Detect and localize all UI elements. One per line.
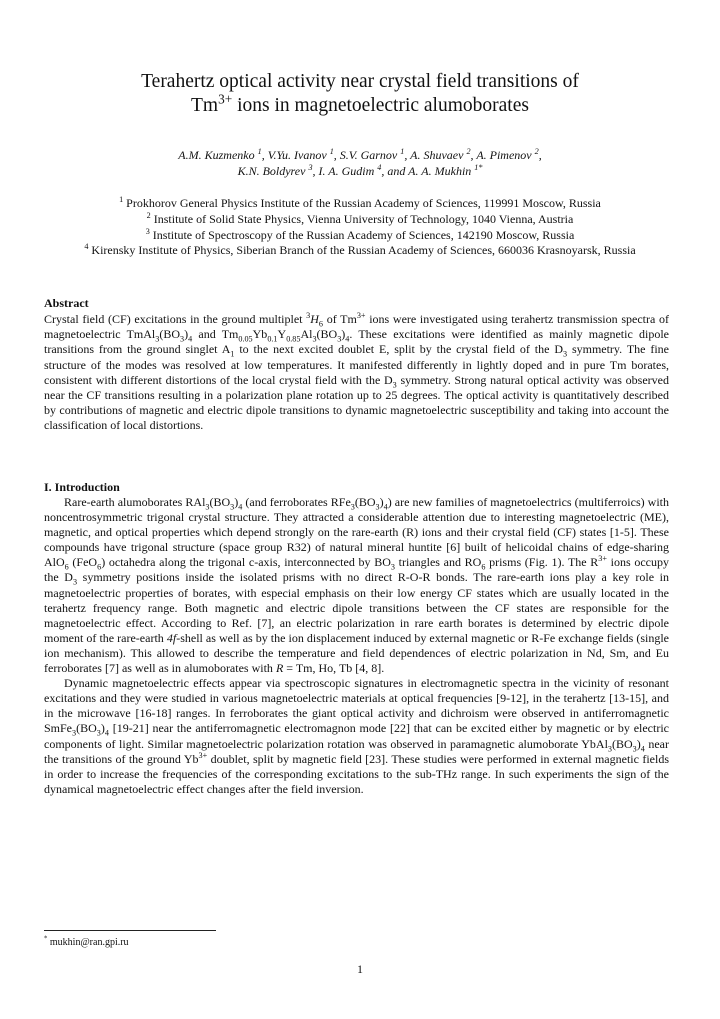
- author: A. Shuvaev: [410, 148, 467, 162]
- author: K.N. Boldyrev: [237, 164, 309, 178]
- author: V.Yu. Ivanov: [267, 148, 330, 162]
- abstract-text: Crystal field (CF) excitations in the ground multiplet $^3H_6$ of $Tm^{3+}$ ions were investigated using terahertz transmission spectra of magnetoelectric $TmAl_3(BO_3)_4$ and $Tm_{0.05}Yb_{0.1}Y_{0.85}Al_3(BO_3)_4$. These excitations were identified as mainly magnetic dipole transitions from the ground singlet $A_1$ to the next excited doublet E, split by the crystal field of the $D_3$ symmetry. The fine structure of the modes was resolved at low temperatures. It manifested differently in lightly doped and in pure Tm borates, consistent with different distortions of the local crystal field with the $D_3$ symmetry. Strong natural optical activity was observed near the CF transitions resulting in a polarization plane rotation up to 25 degrees. The optical activity is quantitatively described by contributions of magnetic and electric dipole transitions to dynamic magnetoelectric susceptibility and taking into account the classification of local distortions.: [44, 311, 670, 433]
- affiliation: $^3$ Institute of Spectroscopy of the Russian Academy of Sciences, 142190 Moscow, Russia: [145, 226, 575, 242]
- author: A. Pimenov: [476, 148, 535, 162]
- author: A.M. Kuzmenko: [178, 148, 258, 162]
- author: S.V. Garnov: [339, 148, 401, 162]
- page-number: 1: [357, 962, 363, 976]
- author: A. A. Mukhin: [408, 164, 475, 178]
- title-line-2: $Tm^{3+}$ ions in magnetoelectric alumoborates: [191, 91, 529, 116]
- author-list: [60, 147, 660, 179]
- introduction-body: [44, 495, 669, 797]
- footnote-rule: [44, 930, 216, 931]
- affiliation: $^1$ Prokhorov General Physics Institute of the Russian Academy of Sciences, 119991 Moscow, Russia: [119, 195, 601, 210]
- author: I. A. Gudim: [318, 164, 378, 178]
- section-heading-introduction: I. Introduction: [44, 480, 120, 494]
- author-line-1: A.M. Kuzmenko $^1$, V.Yu. Ivanov $^1$, S.V. Garnov $^1$, A. Shuvaev $^2$, A. Pimenov $^2$,: [178, 147, 542, 162]
- paragraph: Dynamic magnetoelectric effects appear via spectroscopic signatures in electromagnetic spectra in the vicinity of resonant excitations and they were studied in various magnetoelectric materials at optical frequencies [9-12], in the terahertz [13-15], and in the microwave [16-18] ranges. In ferroborates the giant optical activity and dichroism were observed in antiferromagnetic $SmFe_3(BO_3)_4$ [19-21] near the antiferromagnetic electromagnon mode [22] that can be excited either by magnetic or by electric components of light. Similar magnetoelectric polarization rotation was observed in paramagnetic alumoborate $YbAl_3(BO_3)_4$ near the transitions of the ground $Yb^{3+}$ doublet, split by magnetic field [23]. These studies were performed in external magnetic fields in order to increase the frequencies of the corresponding excitations to the sub-THz range. In such experiments the sign of the dynamical magnetoelectric effect changes after the field inversion.: [44, 676, 669, 796]
- footnote-email: mukhin@ran.gpi.ru: [47, 937, 129, 948]
- affiliation-list: [44, 196, 676, 259]
- affiliation: $^4$ Kirensky Institute of Physics, Siberian Branch of the Russian Academy of Sciences, 660036 Krasnoyarsk, Russia: [84, 242, 636, 258]
- abstract-heading: Abstract: [44, 296, 89, 310]
- author-line-2: K.N. Boldyrev $^3$, I. A. Gudim $^4$, and A. A. Mukhin $^{1*}$: [237, 163, 483, 178]
- affiliation: $^2$ Institute of Solid State Physics, Vienna University of Technology, 1040 Vienna, Austria: [146, 210, 574, 226]
- title-line-1: Terahertz optical activity near crystal field transitions of: [141, 71, 579, 92]
- footnote: * mukhin@ran.gpi.ru: [44, 935, 129, 948]
- paragraph: Rare-earth alumoborates $RAl_3(BO_3)_4$ (and ferroborates $RFe_3(BO_3)_4$) are new families of magnetoelectrics (multiferroics) with noncentrosymmetric trigonal crystal structure. They attracted a considerable attention due to interesting magnetoelectric (ME), magnetic, and optical properties which depend strongly on the rare-earth (R) ions and their crystal field (CF) states [1-5]. These compounds have trigonal structure (space group R32) of natural mineral huntite [6] built of helicoidal chains of edge-sharing AlO$_6$ (FeO$_6$) octahedra along the trigonal c-axis, interconnected by $BO_3$ triangles and $RO_6$ prisms (Fig. 1). The $R^{3+}$ ions occupy the $D_3$ symmetry positions inside the isolated prisms with no direct R-O-R bonds. The rare-earth ions play a key role in magnetoelectric properties of borates, with especial emphasis on their low energy CF states which are usually located in the terahertz frequency range. Both magnetic and electric dipole transitions between the CF states are responsible for the magnetoelectric effect. According to Ref. [7], an electric polarization in rare earth borates is determined by electric dipole moment of the rare-earth 4f-shell as well as by the ion displacement induced by external magnetic or R-Fe exchange fields (single ion mechanism). This allowed to describe the temperature and field dependences of electric polarization in Nd, Sm, and Eu ferroborates [7] as well as in alumoborates with R = Tm, Ho, Tb [4, 8].: [44, 495, 670, 676]
- paper-title: [60, 70, 660, 118]
